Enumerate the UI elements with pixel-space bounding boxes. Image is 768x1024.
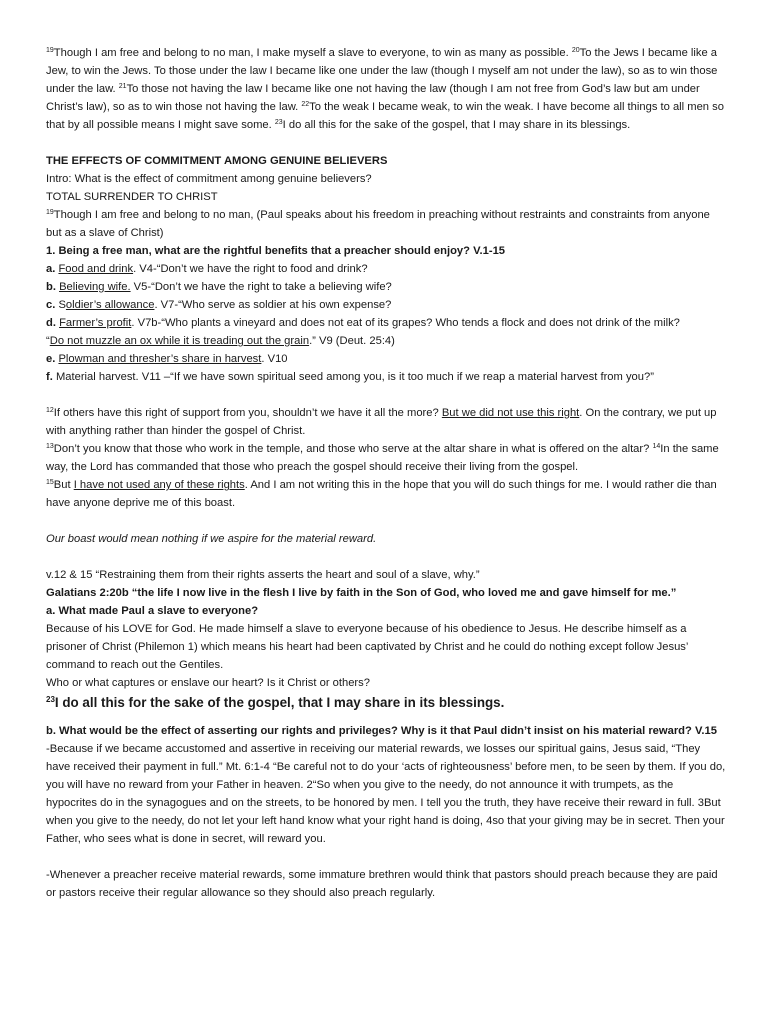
question-1: 1. Being a free man, what are the rightful benefits that a preacher should enjoy? V.1-15 [46, 245, 506, 257]
verse-number: 12 [46, 407, 54, 414]
verse-text: To the Jews I became like a Jew, to win the Jews. To those under the law I became like one under the law (though I myself am not under the law), so as to win those under the law. [46, 47, 718, 95]
verse-number: 15 [46, 479, 54, 486]
verse-number: 19 [46, 47, 54, 54]
section-title: THE EFFECTS OF COMMITMENT AMONG GENUINE BELIEVERS [46, 155, 388, 167]
list-item-d-quote: “Do not muzzle an ox while it is treading out the grain.” V9 (Deut. 25:4) [46, 335, 395, 347]
verse-19-paragraph: $^{19}$Though I am free and belong to no man, (Paul speaks about his freedom in preaching without restraints and constraints from anyone but as a slave of Christ) [46, 209, 710, 239]
answer-b: -Because if we became accustomed and assertive in receiving our material rewards, we losses our spiritual gains, Jesus said, “They have received their payment in full.” Mt. 6:1-4 “Be careful not to do your ‘acts of righteousness’ before men, to be seen by them. If you do, you will have no reward from your Father in heaven. 2“So when you give to the needy, do not announce it with trumpets, as the hypocrites do in the synagogues and on the streets, to be honored by men. I tell you the truth, they have receive their reward in full. 3But when you give to the needy, do not let your left hand know what your right hand is doing, 4so that your giving may be in secret. Then your Father, who sees what is done in secret, will reward you. [46, 743, 726, 845]
verse-number: 23 [274, 119, 283, 126]
list-item-b: b. Believing wife. V5-“Don’t we have the right to take a believing wife? [46, 281, 392, 293]
verse-number: 14 [652, 443, 661, 450]
intro-line: Intro: What is the effect of commitment among genuine believers? [46, 173, 372, 185]
list-item-e: e. Plowman and thresher’s share in harvest. V10 [46, 353, 288, 365]
verse-text: To those not having the law I became like one not having the law (though I am not free from God’s law but am under Christ’s law), so as to win those not having the law. [46, 83, 700, 113]
opening-passage [46, 44, 726, 134]
verse-text: Though I am free and belong to no man, I make myself a slave to everyone, to win as many as possible. [53, 47, 569, 59]
closing-paragraph: -Whenever a preacher receive material rewards, some immature brethren would think that pastors should preach because they are paid or pastors receive their regular allowance so they should also preach regularly. [46, 869, 718, 899]
answer-a: Because of his LOVE for God. He made himself a slave to everyone because of his obedience to Jesus. He describe himself as a prisoner of Christ (Philemon 1) which means his heart had been captivated by Christ and he could do nothing except follow Jesus’ command to reach out the Gentiles. [46, 623, 688, 671]
question-a: a. What made Paul a slave to everyone? [46, 605, 259, 617]
verse-number: 20 [571, 47, 580, 54]
list-item-f: f. Material harvest. V11 –“If we have sown spiritual seed among you, is it too much if we reap a material harvest from you?” [46, 371, 654, 383]
list-item-a: a. Food and drink. V4-“Don’t we have the right to food and drink? [46, 263, 368, 275]
question-b: b. What would be the effect of asserting our rights and privileges? Why is it that Paul didn’t insist on his material reward? V.15 [46, 725, 717, 737]
boast-note: Our boast would mean nothing if we aspire for the material reward. [46, 533, 377, 545]
document-page [46, 44, 726, 902]
verse-number: 19 [46, 209, 54, 216]
key-verse: $^{23}$I do all this for the sake of the gospel, that I may share in its blessings. [46, 695, 505, 710]
verses-12-15: $^{12}$If others have this right of support from you, shouldn’t we have it all the more? But we did not use this right. On the contrary, we put up with anything rather than hinder the gospel of Christ. $^{13}$Don’t you know that those who work in the temple, and those who serve at the altar share in what is offered on the altar? $^{14}$In the same way, the Lord has commanded that those who preach the gospel should receive their living from the gospel. $^{15}$But I have not used any of these rights. And I am not writing this in the hope that you will do such things for me. I would rather die than have anyone deprive me of this boast. [46, 407, 719, 509]
verse-reference: v.12 & 15 “Restraining them from their rights asserts the heart and soul of a slave, why.” [46, 569, 480, 581]
verse-text: I do all this for the sake of the gospel, that I may share in its blessings. [282, 119, 631, 131]
list-item-c: c. Soldier’s allowance. V7-“Who serve as soldier at his own expense? [46, 299, 392, 311]
verse-number: 21 [118, 83, 127, 90]
list-item-d: d. Farmer’s profit. V7b-“Who plants a vineyard and does not eat of its grapes? Who tends a flock and does not drink of the milk? [46, 317, 680, 329]
verse-number: 13 [46, 443, 54, 450]
verse-number: 22 [301, 101, 310, 108]
reflection-question: Who or what captures or enslave our heart? Is it Christ or others? [46, 677, 370, 689]
verse-text: To the weak I became weak, to win the weak. I have become all things to all men so that by all possible means I might save some. [46, 101, 724, 131]
surrender-heading: TOTAL SURRENDER TO CHRIST [46, 191, 218, 203]
galatians-quote: Galatians 2:20b “the life I now live in the flesh I live by faith in the Son of God, who loved me and gave himself for me.” [46, 587, 677, 599]
